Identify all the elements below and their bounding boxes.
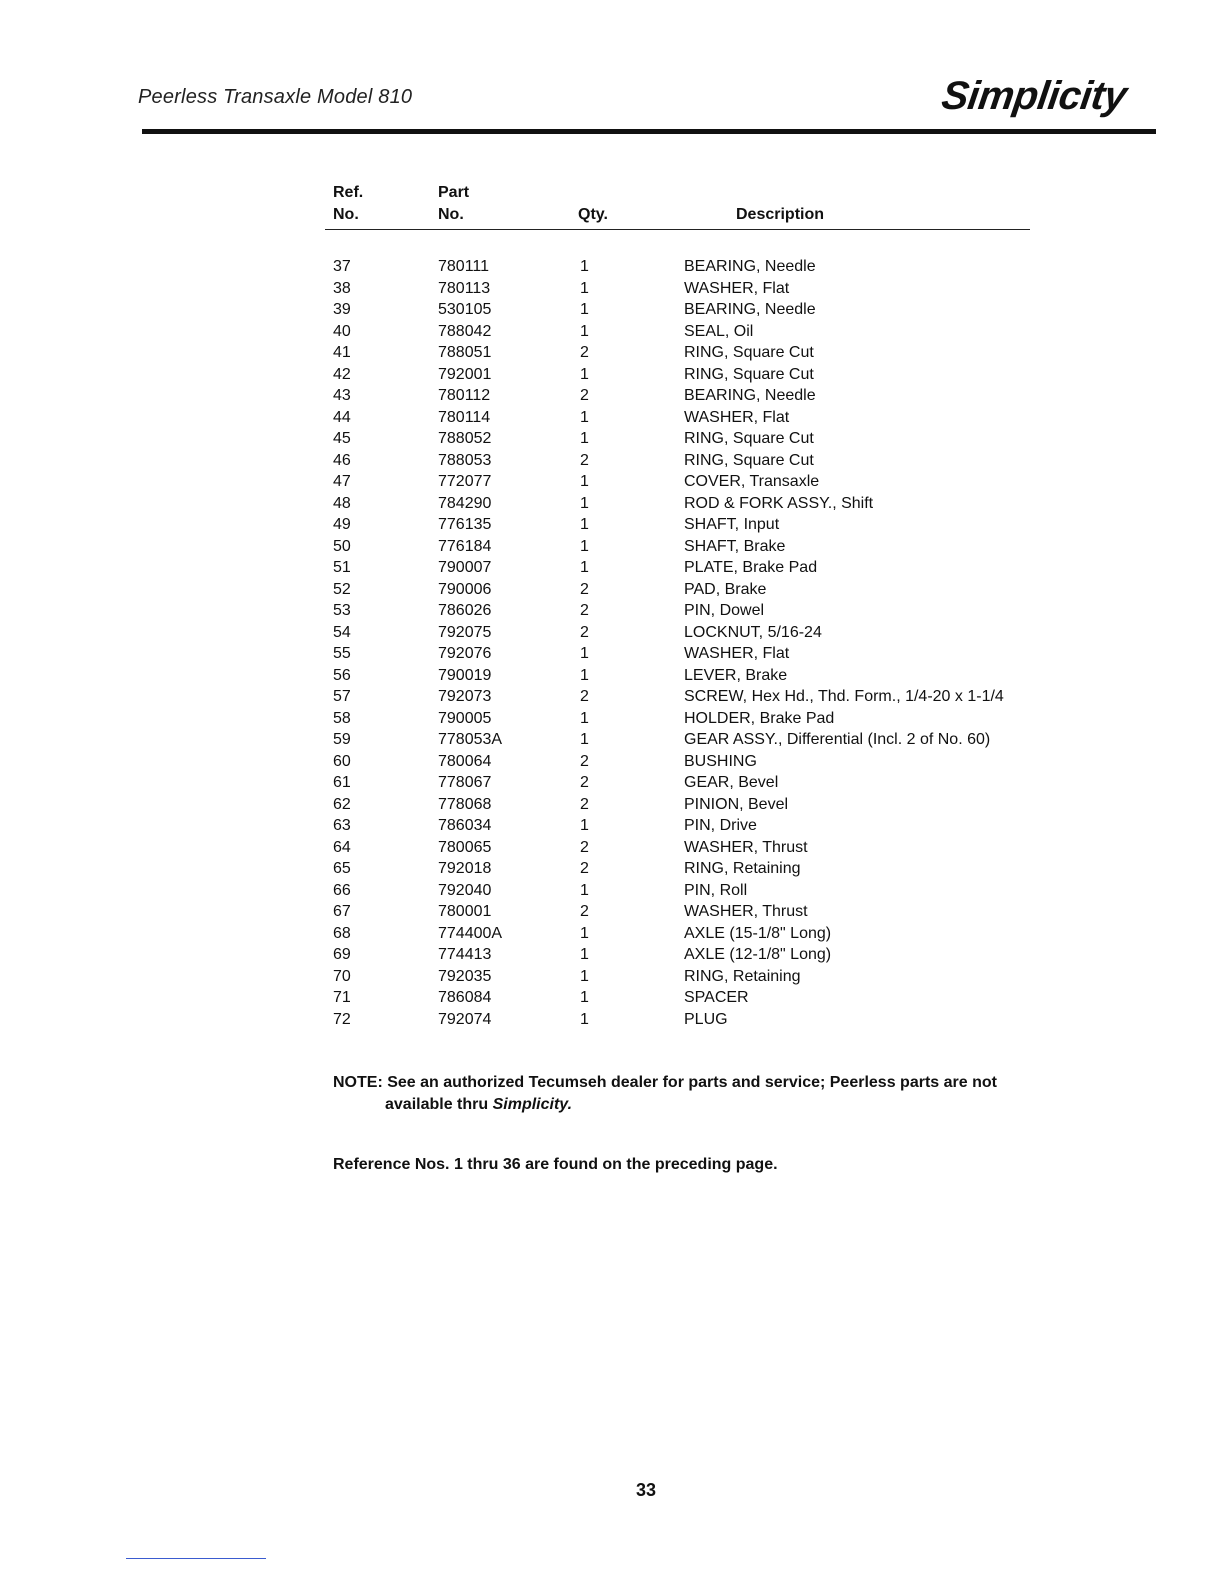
- ref-number: 37: [333, 258, 351, 275]
- quantity: 2: [580, 344, 589, 361]
- table-header-rule: [325, 229, 1030, 230]
- description: SPACER: [684, 989, 749, 1006]
- part-number: 792074: [438, 1010, 492, 1028]
- quantity: 1: [580, 817, 589, 834]
- table-row: [0, 729, 1224, 751]
- dealer-note: [333, 1072, 1073, 1116]
- ref-number: 70: [333, 967, 351, 985]
- quantity: 2: [580, 752, 589, 770]
- part-number: 788042: [438, 322, 492, 340]
- part-number: 790005: [438, 709, 492, 727]
- quantity: 2: [580, 688, 589, 705]
- description: RING, Retaining: [684, 967, 801, 985]
- description-column-header: Description: [736, 206, 825, 223]
- part-number: 774400A: [438, 924, 503, 942]
- description: BEARING, Needle: [684, 258, 816, 275]
- table-row: [0, 471, 1224, 493]
- part-number: 788052: [438, 430, 492, 447]
- quantity: 1: [580, 365, 589, 383]
- part-number: 790019: [438, 666, 492, 684]
- part-number: 776135: [438, 516, 492, 533]
- ref-number: 47: [333, 473, 351, 490]
- quantity: 1: [580, 666, 589, 684]
- ref-number: 55: [333, 645, 351, 662]
- table-row: [0, 772, 1224, 794]
- part-number: 786084: [438, 989, 492, 1006]
- table-row: [0, 794, 1224, 816]
- quantity: 1: [580, 731, 589, 748]
- quantity: 1: [580, 258, 589, 275]
- table-row: [0, 987, 1224, 1009]
- brand-logo: Simplicity: [938, 74, 1130, 118]
- ref-number: 54: [333, 623, 351, 641]
- quantity: 1: [580, 537, 589, 555]
- part-number: 788051: [438, 344, 492, 361]
- description: SCREW, Hex Hd., Thd. Form., 1/4-20 x 1-1/4: [684, 688, 1004, 705]
- ref-header-line1: Ref.: [333, 184, 364, 201]
- table-row: [0, 579, 1224, 601]
- table-row: [0, 901, 1224, 923]
- description: SHAFT, Brake: [684, 537, 786, 555]
- table-row: [0, 557, 1224, 579]
- part-number: 786026: [438, 602, 492, 619]
- description: BEARING, Needle: [684, 387, 816, 404]
- quantity: 2: [580, 602, 589, 619]
- table-row: [0, 321, 1224, 343]
- quantity: 1: [580, 430, 589, 447]
- quantity: 1: [580, 494, 589, 512]
- table-row: [0, 493, 1224, 515]
- description: AXLE (12-1/8" Long): [684, 946, 832, 963]
- ref-number: 49: [333, 516, 351, 533]
- part-number: 792035: [438, 967, 492, 985]
- ref-number: 48: [333, 494, 351, 512]
- description: SHAFT, Input: [684, 516, 780, 533]
- description: PAD, Brake: [684, 580, 767, 598]
- quantity: 2: [580, 838, 589, 856]
- note-line2: [333, 1094, 1073, 1116]
- ref-number: 72: [333, 1010, 351, 1028]
- quantity: 2: [580, 903, 589, 920]
- ref-number: 71: [333, 989, 351, 1006]
- quantity: 1: [580, 516, 589, 533]
- quantity: 2: [580, 580, 589, 598]
- ref-number: 63: [333, 817, 351, 834]
- page-number: 33: [636, 1480, 657, 1500]
- ref-number: 40: [333, 322, 351, 340]
- ref-column-header: [333, 182, 363, 226]
- part-number: 780111: [438, 258, 490, 275]
- ref-number: 62: [333, 795, 351, 813]
- table-row: [0, 299, 1224, 321]
- table-row: [0, 643, 1224, 665]
- ref-number: 43: [333, 387, 351, 404]
- ref-number: 51: [333, 559, 351, 576]
- quantity: 2: [580, 774, 589, 791]
- quantity: 1: [580, 989, 589, 1006]
- table-row: [0, 966, 1224, 988]
- ref-number: 39: [333, 301, 351, 318]
- ref-number: 52: [333, 580, 351, 598]
- page-header-title: Peerless Transaxle Model 810: [138, 86, 413, 108]
- description: PLUG: [684, 1010, 728, 1028]
- table-row: [0, 600, 1224, 622]
- reference-note: Reference Nos. 1 thru 36 are found on the preceding page.: [333, 1156, 778, 1173]
- description: BUSHING: [684, 752, 757, 770]
- quantity: 1: [580, 709, 589, 727]
- ref-number: 59: [333, 731, 351, 748]
- table-row: [0, 1009, 1224, 1031]
- description: PIN, Drive: [684, 817, 757, 834]
- description: WASHER, Thrust: [684, 903, 808, 920]
- quantity: 2: [580, 795, 589, 813]
- table-row: [0, 880, 1224, 902]
- header-rule: [142, 129, 1156, 134]
- ref-number: 41: [333, 344, 351, 361]
- note-line2-brand: Simplicity.: [492, 1096, 573, 1113]
- quantity: 1: [580, 645, 589, 662]
- quantity: 2: [580, 451, 589, 469]
- table-row: [0, 686, 1224, 708]
- part-number: 778067: [438, 774, 492, 791]
- table-row: [0, 751, 1224, 773]
- description: WASHER, Flat: [684, 645, 790, 662]
- part-number: 792073: [438, 688, 492, 705]
- description: PIN, Dowel: [684, 602, 765, 619]
- part-number: 778053A: [438, 731, 503, 748]
- ref-number: 38: [333, 279, 351, 297]
- table-row: [0, 708, 1224, 730]
- ref-number: 68: [333, 924, 351, 942]
- ref-number: 46: [333, 451, 351, 469]
- quantity: 1: [580, 1010, 589, 1028]
- part-number: 772077: [438, 473, 492, 490]
- description: LEVER, Brake: [684, 666, 788, 684]
- part-number: 780114: [438, 408, 491, 426]
- footer-rule: [126, 1558, 266, 1559]
- part-number: 790007: [438, 559, 492, 576]
- part-header-line1: Part: [438, 184, 470, 201]
- ref-number: 45: [333, 430, 351, 447]
- part-number: 774413: [438, 946, 492, 963]
- ref-number: 42: [333, 365, 351, 383]
- description: RING, Square Cut: [684, 430, 814, 447]
- description: BEARING, Needle: [684, 301, 816, 318]
- table-row: [0, 665, 1224, 687]
- note-label: NOTE:: [333, 1074, 383, 1091]
- ref-number: 56: [333, 666, 351, 684]
- quantity: 1: [580, 279, 589, 297]
- table-row: [0, 342, 1224, 364]
- qty-column-header: Qty.: [578, 206, 608, 223]
- description: COVER, Transaxle: [684, 473, 820, 490]
- ref-number: 69: [333, 946, 351, 963]
- part-number: 780001: [438, 903, 492, 920]
- description: PINION, Bevel: [684, 795, 789, 813]
- quantity: 1: [580, 924, 589, 942]
- description: ROD & FORK ASSY., Shift: [684, 494, 874, 512]
- part-number: 792075: [438, 623, 492, 641]
- description: AXLE (15-1/8" Long): [684, 924, 832, 942]
- table-row: [0, 407, 1224, 429]
- table-row: [0, 364, 1224, 386]
- ref-number: 65: [333, 860, 351, 877]
- quantity: 1: [580, 322, 589, 340]
- ref-header-line2: No.: [333, 206, 359, 223]
- ref-number: 61: [333, 774, 351, 791]
- part-number: 786034: [438, 817, 492, 834]
- ref-number: 44: [333, 408, 351, 426]
- quantity: 2: [580, 387, 589, 404]
- description: LOCKNUT, 5/16-24: [684, 623, 822, 641]
- quantity: 1: [580, 946, 589, 963]
- quantity: 1: [580, 881, 589, 899]
- quantity: 1: [580, 301, 589, 318]
- description: RING, Square Cut: [684, 344, 814, 361]
- ref-number: 67: [333, 903, 351, 920]
- part-number: 778068: [438, 795, 492, 813]
- part-header-line2: No.: [438, 206, 464, 223]
- table-row: [0, 536, 1224, 558]
- description: WASHER, Thrust: [684, 838, 808, 856]
- description: RING, Square Cut: [684, 365, 814, 383]
- description: GEAR ASSY., Differential (Incl. 2 of No. 60): [684, 731, 991, 748]
- description: GEAR, Bevel: [684, 774, 779, 791]
- part-number: 792040: [438, 881, 492, 899]
- ref-number: 64: [333, 838, 351, 856]
- table-row: [0, 514, 1224, 536]
- table-row: [0, 622, 1224, 644]
- table-row: [0, 385, 1224, 407]
- quantity: 1: [580, 967, 589, 985]
- ref-number: 50: [333, 537, 351, 555]
- quantity: 1: [580, 408, 589, 426]
- table-row: [0, 837, 1224, 859]
- table-row: [0, 256, 1224, 278]
- description: RING, Retaining: [684, 860, 801, 877]
- description: RING, Square Cut: [684, 451, 814, 469]
- part-number: 788053: [438, 451, 492, 469]
- ref-number: 58: [333, 709, 351, 727]
- ref-number: 53: [333, 602, 351, 619]
- note-line2-prefix: available thru: [385, 1096, 489, 1113]
- description: SEAL, Oil: [684, 322, 754, 340]
- quantity: 2: [580, 623, 589, 641]
- part-number: 780113: [438, 279, 491, 297]
- part-number: 784290: [438, 494, 492, 512]
- quantity: 2: [580, 860, 589, 877]
- part-number: 780064: [438, 752, 492, 770]
- part-number: 530105: [438, 301, 492, 318]
- quantity: 1: [580, 473, 589, 490]
- ref-number: 60: [333, 752, 351, 770]
- ref-number: 57: [333, 688, 351, 705]
- part-column-header: [438, 182, 469, 226]
- part-number: 792001: [438, 365, 492, 383]
- table-body: [0, 256, 1224, 1030]
- part-number: 780112: [438, 387, 491, 404]
- quantity: 1: [580, 559, 589, 576]
- part-number: 792076: [438, 645, 492, 662]
- table-row: [0, 858, 1224, 880]
- note-line1: See an authorized Tecumseh dealer for parts and service; Peerless parts are not: [387, 1074, 997, 1091]
- part-number: 792018: [438, 860, 492, 877]
- part-number: 776184: [438, 537, 492, 555]
- table-row: [0, 923, 1224, 945]
- description: PIN, Roll: [684, 881, 748, 899]
- part-number: 790006: [438, 580, 492, 598]
- description: WASHER, Flat: [684, 408, 790, 426]
- table-row: [0, 278, 1224, 300]
- description: HOLDER, Brake Pad: [684, 709, 835, 727]
- table-row: [0, 450, 1224, 472]
- ref-number: 66: [333, 881, 351, 899]
- table-row: [0, 944, 1224, 966]
- table-row: [0, 428, 1224, 450]
- description: PLATE, Brake Pad: [684, 559, 818, 576]
- table-row: [0, 815, 1224, 837]
- description: WASHER, Flat: [684, 279, 790, 297]
- part-number: 780065: [438, 838, 492, 856]
